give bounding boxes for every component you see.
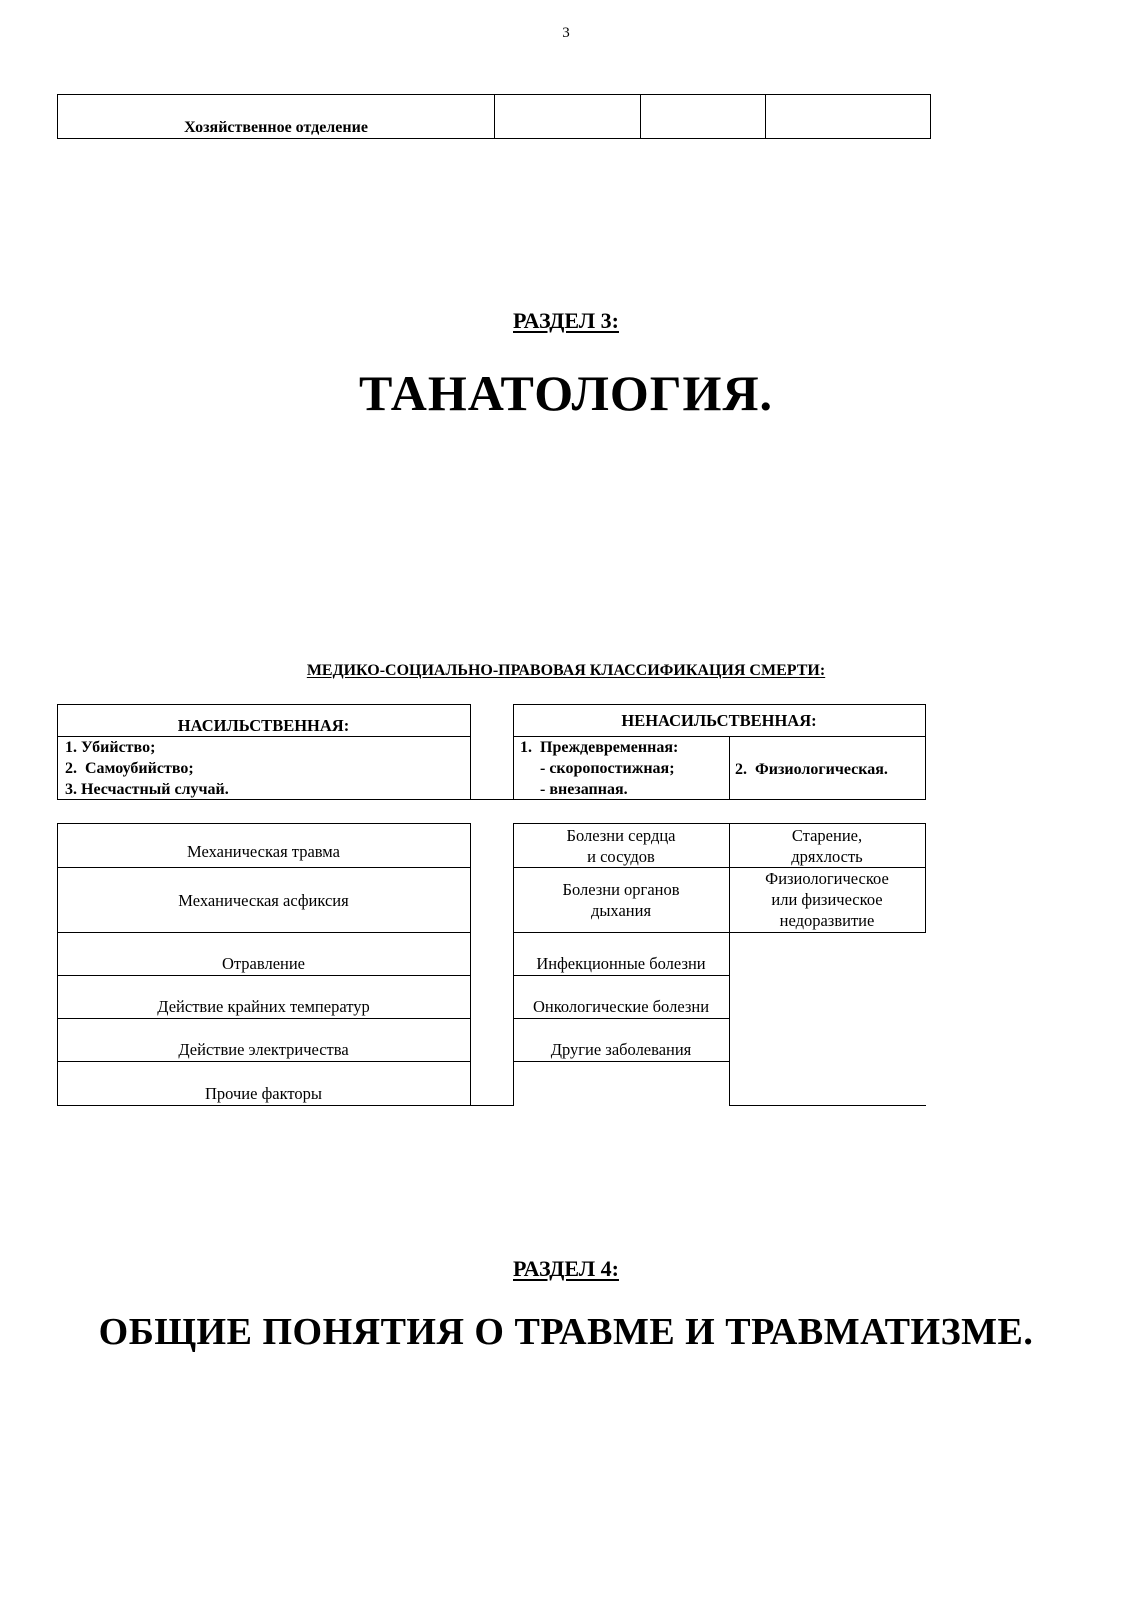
section-3-title: ТАНАТОЛОГИЯ. (358, 365, 774, 421)
disease-category: Онкологические болезни (532, 997, 710, 1016)
section-4-label (0, 1256, 1132, 1282)
premature-item: - скоропостижная; (520, 760, 675, 777)
disease-category: Инфекционные болезни (536, 954, 706, 973)
disease-line: Болезни сердца (566, 826, 676, 845)
violent-item: 3. Несчастный случай. (65, 781, 229, 798)
violent-item: 2. Самоубийство; (65, 760, 194, 777)
section-4-title: ОБЩИЕ ПОНЯТИЯ О ТРАВМЕ И ТРАВМАТИЗМЕ. (98, 1311, 1034, 1353)
department-name: Хозяйственное отделение (184, 119, 368, 136)
premature-item: - внезапная. (520, 781, 628, 798)
physiological-cause (729, 868, 925, 931)
disease-category (513, 879, 729, 921)
violent-factor: Действие электричества (178, 1040, 349, 1059)
physiological-line: дряхлость (791, 847, 863, 866)
classification-title-text: МЕДИКО-СОЦИАЛЬНО-ПРАВОВАЯ КЛАССИФИКАЦИЯ СМЕРТИ: (306, 662, 826, 679)
violent-factor: Механическая травма (187, 842, 340, 861)
physiological-line: или физическое (771, 890, 883, 909)
premature-item: 1. Преждевременная: (520, 739, 679, 756)
violent-factor: Действие крайних температур (157, 997, 370, 1016)
section-4-label-text: РАЗДЕЛ 4: (513, 1256, 619, 1281)
nonviolent-header: НЕНАСИЛЬСТВЕННАЯ: (621, 711, 817, 730)
violent-header: НАСИЛЬСТВЕННАЯ: (177, 716, 350, 735)
disease-line: и сосудов (587, 847, 655, 866)
physiological-header: 2. Физиологическая. (735, 761, 888, 778)
disease-line: дыхания (590, 901, 652, 920)
page-number: 3 (562, 25, 570, 41)
physiological-line: Физиологическое (765, 869, 889, 888)
disease-category: Другие заболевания (550, 1040, 692, 1059)
physiological-cause (729, 825, 925, 867)
violent-factor: Отравление (221, 954, 305, 973)
violent-factor: Механическая асфиксия (178, 891, 349, 910)
disease-category (513, 825, 729, 867)
violent-factor: Прочие факторы (205, 1084, 322, 1103)
physiological-line: Старение, (791, 826, 863, 845)
physiological-line: недоразвитие (779, 911, 875, 930)
section-3-label-text: РАЗДЕЛ 3: (513, 308, 619, 333)
violent-item: 1. Убийство; (65, 739, 156, 756)
disease-line: Болезни органов (562, 880, 680, 899)
